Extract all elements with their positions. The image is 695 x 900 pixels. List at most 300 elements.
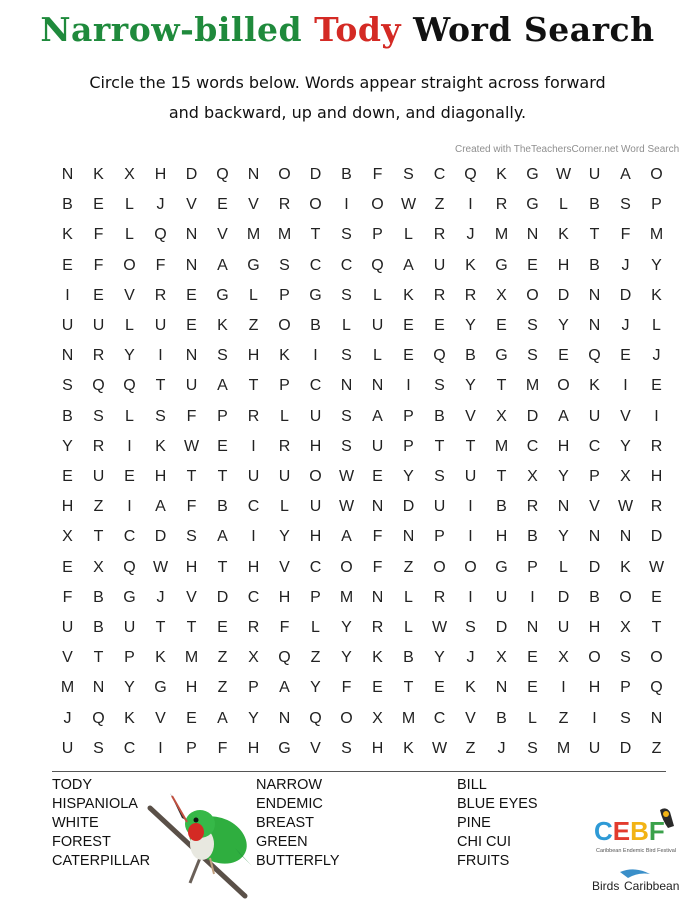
grid-letter[interactable]: S [93, 407, 104, 425]
grid-letter[interactable]: S [403, 166, 414, 183]
grid-letter[interactable]: E [372, 468, 383, 485]
grid-letter[interactable]: C [433, 709, 446, 727]
grid-letter[interactable]: M [556, 739, 571, 757]
grid-letter[interactable]: N [92, 679, 105, 697]
grid-letter[interactable]: G [526, 166, 539, 183]
grid-letter[interactable]: M [339, 588, 354, 606]
grid-letter[interactable]: E [403, 347, 414, 365]
grid-letter[interactable]: U [309, 498, 322, 516]
grid-letter[interactable]: D [185, 166, 198, 183]
grid-letter[interactable]: E [186, 286, 197, 304]
grid-letter[interactable]: E [434, 317, 445, 334]
grid-letter[interactable]: K [403, 286, 414, 304]
grid-letter[interactable]: W [648, 558, 665, 576]
grid-letter[interactable]: Z [217, 649, 228, 667]
grid-letter[interactable]: L [652, 317, 661, 334]
grid-letter[interactable]: M [494, 226, 509, 244]
grid-letter[interactable]: U [61, 619, 74, 636]
grid-letter[interactable]: Q [309, 709, 322, 727]
grid-letter[interactable]: I [251, 437, 256, 455]
grid-letter[interactable]: O [309, 196, 322, 214]
grid-letter[interactable]: L [373, 286, 382, 304]
grid-letter[interactable]: W [152, 558, 169, 576]
grid-letter[interactable]: P [279, 377, 290, 395]
grid-letter[interactable]: T [217, 468, 228, 485]
grid-letter[interactable]: C [247, 588, 260, 606]
grid-letter[interactable]: I [158, 739, 163, 757]
grid-letter[interactable]: N [61, 347, 74, 365]
grid-letter[interactable]: P [403, 407, 414, 425]
grid-letter[interactable]: J [466, 649, 475, 667]
grid-letter[interactable]: S [434, 468, 445, 485]
grid-letter[interactable]: F [372, 528, 383, 546]
grid-letter[interactable]: U [92, 468, 105, 485]
grid-letter[interactable]: X [124, 166, 135, 183]
grid-letter[interactable]: C [433, 166, 446, 183]
grid-letter[interactable]: F [620, 226, 631, 244]
grid-letter[interactable]: I [592, 709, 597, 727]
grid-letter[interactable]: V [186, 588, 197, 606]
grid-letter[interactable]: X [248, 649, 259, 667]
grid-letter[interactable]: O [650, 649, 663, 667]
grid-letter[interactable]: P [248, 679, 259, 697]
grid-letter[interactable]: S [341, 437, 352, 455]
grid-letter[interactable]: B [496, 498, 507, 516]
grid-letter[interactable]: Q [216, 166, 229, 183]
grid-letter[interactable]: J [156, 196, 165, 214]
grid-letter[interactable]: T [155, 377, 166, 395]
grid-letter[interactable]: K [651, 286, 662, 304]
grid-letter[interactable]: H [278, 588, 291, 606]
grid-letter[interactable]: G [123, 588, 136, 606]
grid-letter[interactable]: P [124, 649, 135, 667]
grid-letter[interactable]: E [651, 377, 662, 395]
grid-letter[interactable]: Q [123, 377, 136, 395]
grid-letter[interactable]: K [465, 256, 476, 274]
grid-letter[interactable]: E [124, 468, 135, 485]
grid-letter[interactable]: V [62, 649, 73, 667]
grid-letter[interactable]: J [497, 739, 506, 757]
grid-letter[interactable]: C [309, 377, 322, 395]
grid-letter[interactable]: U [588, 739, 601, 757]
grid-letter[interactable]: O [309, 468, 322, 485]
grid-letter[interactable]: M [401, 709, 416, 727]
grid-letter[interactable]: I [468, 588, 473, 606]
grid-letter[interactable]: L [373, 347, 382, 365]
grid-letter[interactable]: F [93, 226, 104, 244]
grid-letter[interactable]: S [527, 347, 538, 365]
grid-letter[interactable]: P [186, 739, 197, 757]
grid-letter[interactable]: X [620, 619, 631, 636]
grid-letter[interactable]: V [589, 498, 600, 516]
grid-letter[interactable]: E [496, 317, 507, 334]
grid-letter[interactable]: O [433, 558, 446, 576]
grid-letter[interactable]: H [247, 347, 260, 365]
grid-letter[interactable]: K [62, 226, 73, 244]
grid-letter[interactable]: S [527, 739, 538, 757]
grid-letter[interactable]: Z [434, 196, 445, 214]
grid-letter[interactable]: P [620, 679, 631, 697]
grid-letter[interactable]: W [338, 468, 355, 485]
grid-letter[interactable]: A [217, 528, 228, 546]
grid-letter[interactable]: O [464, 558, 477, 576]
grid-letter[interactable]: M [277, 226, 292, 244]
grid-letter[interactable]: L [280, 407, 289, 425]
grid-letter[interactable]: W [555, 166, 572, 183]
grid-letter[interactable]: I [530, 588, 535, 606]
grid-letter[interactable]: K [155, 649, 166, 667]
grid-letter[interactable]: V [217, 226, 228, 244]
grid-letter[interactable]: T [403, 679, 414, 697]
grid-letter[interactable]: X [558, 649, 569, 667]
grid-letter[interactable]: R [247, 619, 260, 636]
grid-letter[interactable]: S [341, 226, 352, 244]
grid-letter[interactable]: N [619, 528, 632, 546]
grid-letter[interactable]: L [311, 619, 320, 636]
grid-letter[interactable]: M [60, 679, 75, 697]
grid-letter[interactable]: V [124, 286, 135, 304]
grid-letter[interactable]: U [154, 317, 167, 334]
grid-letter[interactable]: C [309, 256, 322, 274]
grid-letter[interactable]: B [93, 588, 104, 606]
grid-letter[interactable]: N [371, 588, 384, 606]
grid-letter[interactable]: M [494, 437, 509, 455]
grid-letter[interactable]: O [123, 256, 136, 274]
grid-letter[interactable]: M [525, 377, 540, 395]
grid-letter[interactable]: A [620, 166, 631, 183]
grid-letter[interactable]: P [279, 286, 290, 304]
grid-letter[interactable]: H [185, 679, 198, 697]
grid-letter[interactable]: U [371, 437, 384, 455]
grid-letter[interactable]: D [557, 286, 570, 304]
grid-letter[interactable]: E [434, 679, 445, 697]
grid-letter[interactable]: F [186, 407, 197, 425]
grid-letter[interactable]: B [527, 528, 538, 546]
grid-letter[interactable]: N [247, 166, 260, 183]
grid-letter[interactable]: A [372, 407, 383, 425]
grid-letter[interactable]: R [433, 588, 446, 606]
grid-letter[interactable]: G [154, 679, 167, 697]
grid-letter[interactable]: H [309, 437, 322, 455]
grid-letter[interactable]: H [371, 739, 384, 757]
grid-letter[interactable]: G [278, 739, 291, 757]
grid-letter[interactable]: P [310, 588, 321, 606]
grid-letter[interactable]: K [124, 709, 135, 727]
grid-letter[interactable]: R [278, 437, 291, 455]
grid-letter[interactable]: N [371, 377, 384, 395]
grid-letter[interactable]: I [561, 679, 566, 697]
grid-letter[interactable]: Z [217, 679, 228, 697]
grid-letter[interactable]: C [526, 437, 539, 455]
grid-letter[interactable]: U [371, 317, 384, 334]
grid-letter[interactable]: W [338, 498, 355, 516]
grid-letter[interactable]: A [217, 377, 228, 395]
grid-letter[interactable]: H [185, 558, 198, 576]
grid-letter[interactable]: I [127, 498, 132, 516]
grid-letter[interactable]: Y [279, 528, 290, 546]
grid-letter[interactable]: A [217, 709, 228, 727]
grid-letter[interactable]: N [402, 528, 415, 546]
grid-letter[interactable]: A [341, 528, 352, 546]
grid-letter[interactable]: I [468, 498, 473, 516]
grid-letter[interactable]: P [372, 226, 383, 244]
grid-letter[interactable]: L [559, 196, 568, 214]
grid-letter[interactable]: L [125, 226, 134, 244]
grid-letter[interactable]: G [495, 558, 508, 576]
grid-letter[interactable]: D [526, 407, 539, 425]
grid-letter[interactable]: J [621, 256, 630, 274]
grid-letter[interactable]: A [403, 256, 414, 274]
grid-letter[interactable]: E [217, 619, 228, 636]
grid-letter[interactable]: D [309, 166, 322, 183]
grid-letter[interactable]: S [341, 739, 352, 757]
grid-letter[interactable]: E [403, 317, 414, 334]
grid-letter[interactable]: G [309, 286, 322, 304]
grid-letter[interactable]: R [650, 437, 663, 455]
grid-letter[interactable]: L [528, 709, 537, 727]
grid-letter[interactable]: E [372, 679, 383, 697]
grid-letter[interactable]: S [155, 407, 166, 425]
grid-letter[interactable]: P [651, 196, 662, 214]
grid-letter[interactable]: G [247, 256, 260, 274]
grid-letter[interactable]: D [154, 528, 167, 546]
grid-letter[interactable]: I [158, 347, 163, 365]
grid-letter[interactable]: S [341, 407, 352, 425]
grid-letter[interactable]: B [403, 649, 414, 667]
grid-letter[interactable]: M [184, 649, 199, 667]
grid-letter[interactable]: Y [465, 317, 476, 334]
grid-letter[interactable]: T [186, 468, 197, 485]
grid-letter[interactable]: E [93, 196, 104, 214]
grid-letter[interactable]: Y [310, 679, 321, 697]
grid-letter[interactable]: V [279, 558, 290, 576]
grid-letter[interactable]: W [400, 196, 417, 214]
grid-letter[interactable]: X [372, 709, 383, 727]
grid-letter[interactable]: Y [434, 649, 445, 667]
grid-letter[interactable]: K [279, 347, 290, 365]
grid-letter[interactable]: H [557, 437, 570, 455]
grid-letter[interactable]: I [313, 347, 318, 365]
grid-letter[interactable]: C [123, 528, 136, 546]
grid-letter[interactable]: R [278, 196, 291, 214]
grid-letter[interactable]: U [61, 317, 74, 334]
grid-letter[interactable]: T [589, 226, 600, 244]
grid-letter[interactable]: R [371, 619, 384, 636]
grid-letter[interactable]: S [620, 649, 631, 667]
grid-letter[interactable]: L [342, 317, 351, 334]
grid-letter[interactable]: K [558, 226, 569, 244]
grid-letter[interactable]: W [617, 498, 634, 516]
grid-letter[interactable]: O [340, 558, 353, 576]
grid-letter[interactable]: B [62, 407, 73, 425]
grid-letter[interactable]: H [247, 739, 260, 757]
grid-letter[interactable]: Y [620, 437, 631, 455]
grid-letter[interactable]: F [186, 498, 197, 516]
grid-letter[interactable]: L [404, 619, 413, 636]
grid-letter[interactable]: B [589, 196, 600, 214]
grid-letter[interactable]: R [433, 286, 446, 304]
grid-letter[interactable]: T [434, 437, 445, 455]
grid-letter[interactable]: X [620, 468, 631, 485]
grid-letter[interactable]: C [340, 256, 353, 274]
grid-letter[interactable]: X [527, 468, 538, 485]
grid-letter[interactable]: I [623, 377, 628, 395]
grid-letter[interactable]: P [217, 407, 228, 425]
grid-letter[interactable]: Q [433, 347, 446, 365]
grid-letter[interactable]: B [62, 196, 73, 214]
grid-letter[interactable]: I [468, 528, 473, 546]
grid-letter[interactable]: U [588, 407, 601, 425]
grid-letter[interactable]: V [155, 709, 166, 727]
grid-letter[interactable]: S [620, 196, 631, 214]
grid-letter[interactable]: Q [371, 256, 384, 274]
grid-letter[interactable]: A [279, 679, 290, 697]
grid-letter[interactable]: V [186, 196, 197, 214]
grid-letter[interactable]: E [186, 709, 197, 727]
grid-letter[interactable]: L [249, 286, 258, 304]
grid-letter[interactable]: N [61, 166, 74, 183]
grid-letter[interactable]: O [650, 166, 663, 183]
grid-letter[interactable]: R [464, 286, 477, 304]
grid-letter[interactable]: O [340, 709, 353, 727]
grid-letter[interactable]: C [123, 739, 136, 757]
grid-letter[interactable]: T [310, 226, 321, 244]
grid-letter[interactable]: G [526, 196, 539, 214]
grid-letter[interactable]: U [464, 468, 477, 485]
grid-letter[interactable]: Q [92, 377, 105, 395]
grid-letter[interactable]: C [309, 558, 322, 576]
grid-letter[interactable]: D [216, 588, 229, 606]
grid-letter[interactable]: T [217, 558, 228, 576]
grid-letter[interactable]: L [125, 317, 134, 334]
grid-letter[interactable]: A [558, 407, 569, 425]
grid-letter[interactable]: U [433, 498, 446, 516]
grid-letter[interactable]: T [496, 377, 507, 395]
grid-letter[interactable]: Y [62, 437, 73, 455]
grid-letter[interactable]: U [433, 256, 446, 274]
grid-letter[interactable]: H [650, 468, 663, 485]
grid-letter[interactable]: H [495, 528, 508, 546]
grid-letter[interactable]: Y [124, 347, 135, 365]
grid-letter[interactable]: Y [558, 317, 569, 334]
grid-letter[interactable]: F [93, 256, 104, 274]
grid-letter[interactable]: T [93, 649, 104, 667]
grid-letter[interactable]: I [654, 407, 659, 425]
grid-letter[interactable]: R [526, 498, 539, 516]
grid-letter[interactable]: O [278, 166, 291, 183]
grid-letter[interactable]: B [496, 709, 507, 727]
grid-letter[interactable]: H [588, 679, 601, 697]
grid-letter[interactable]: E [620, 347, 631, 365]
grid-letter[interactable]: S [434, 377, 445, 395]
grid-letter[interactable]: H [154, 166, 167, 183]
grid-letter[interactable]: Z [465, 739, 476, 757]
grid-letter[interactable]: B [465, 347, 476, 365]
grid-letter[interactable]: Z [558, 709, 569, 727]
grid-letter[interactable]: K [372, 649, 383, 667]
grid-letter[interactable]: O [371, 196, 384, 214]
grid-letter[interactable]: H [247, 558, 260, 576]
grid-letter[interactable]: N [526, 619, 539, 636]
grid-letter[interactable]: Y [651, 256, 662, 274]
grid-letter[interactable]: D [402, 498, 415, 516]
grid-letter[interactable]: F [62, 588, 73, 606]
grid-letter[interactable]: I [127, 437, 132, 455]
grid-letter[interactable]: S [341, 286, 352, 304]
grid-letter[interactable]: U [309, 407, 322, 425]
grid-letter[interactable]: I [344, 196, 349, 214]
grid-letter[interactable]: E [527, 649, 538, 667]
grid-letter[interactable]: Y [124, 679, 135, 697]
grid-letter[interactable]: V [465, 709, 476, 727]
grid-letter[interactable]: R [495, 196, 508, 214]
grid-letter[interactable]: N [278, 709, 291, 727]
grid-letter[interactable]: B [341, 166, 352, 183]
grid-letter[interactable]: D [495, 619, 508, 636]
grid-letter[interactable]: E [93, 286, 104, 304]
grid-letter[interactable]: M [649, 226, 664, 244]
grid-letter[interactable]: I [65, 286, 70, 304]
grid-letter[interactable]: B [217, 498, 228, 516]
grid-letter[interactable]: F [217, 739, 228, 757]
grid-letter[interactable]: T [93, 528, 104, 546]
grid-letter[interactable]: R [433, 226, 446, 244]
grid-letter[interactable]: Y [558, 468, 569, 485]
grid-letter[interactable]: N [588, 317, 601, 334]
grid-letter[interactable]: S [527, 317, 538, 334]
grid-letter[interactable]: E [527, 679, 538, 697]
grid-letter[interactable]: K [620, 558, 631, 576]
grid-letter[interactable]: R [247, 407, 260, 425]
grid-letter[interactable]: A [217, 256, 228, 274]
grid-letter[interactable]: E [527, 256, 538, 274]
grid-letter[interactable]: X [496, 286, 507, 304]
grid-letter[interactable]: J [466, 226, 475, 244]
grid-letter[interactable]: V [310, 739, 321, 757]
grid-letter[interactable]: Q [464, 166, 477, 183]
grid-letter[interactable]: E [62, 256, 73, 274]
grid-letter[interactable]: Q [650, 679, 663, 697]
grid-letter[interactable]: D [557, 588, 570, 606]
grid-letter[interactable]: U [557, 619, 570, 636]
grid-letter[interactable]: U [185, 377, 198, 395]
grid-letter[interactable]: Q [154, 226, 167, 244]
grid-letter[interactable]: G [216, 286, 229, 304]
grid-letter[interactable]: Z [248, 317, 259, 334]
grid-letter[interactable]: F [372, 558, 383, 576]
grid-letter[interactable]: B [589, 256, 600, 274]
grid-letter[interactable]: K [155, 437, 166, 455]
grid-letter[interactable]: Z [310, 649, 321, 667]
grid-letter[interactable]: U [61, 739, 74, 757]
grid-letter[interactable]: R [154, 286, 167, 304]
grid-letter[interactable]: Q [588, 347, 601, 365]
grid-letter[interactable]: N [185, 256, 198, 274]
grid-letter[interactable]: H [588, 619, 601, 636]
grid-letter[interactable]: P [589, 468, 600, 485]
grid-letter[interactable]: S [217, 347, 228, 365]
grid-letter[interactable]: B [434, 407, 445, 425]
grid-letter[interactable]: E [217, 437, 228, 455]
grid-letter[interactable]: D [619, 286, 632, 304]
grid-letter[interactable]: K [465, 679, 476, 697]
grid-letter[interactable]: B [310, 317, 321, 334]
grid-letter[interactable]: N [495, 679, 508, 697]
grid-letter[interactable]: U [247, 468, 260, 485]
grid-letter[interactable]: D [619, 739, 632, 757]
grid-letter[interactable]: S [341, 347, 352, 365]
grid-letter[interactable]: K [403, 739, 414, 757]
